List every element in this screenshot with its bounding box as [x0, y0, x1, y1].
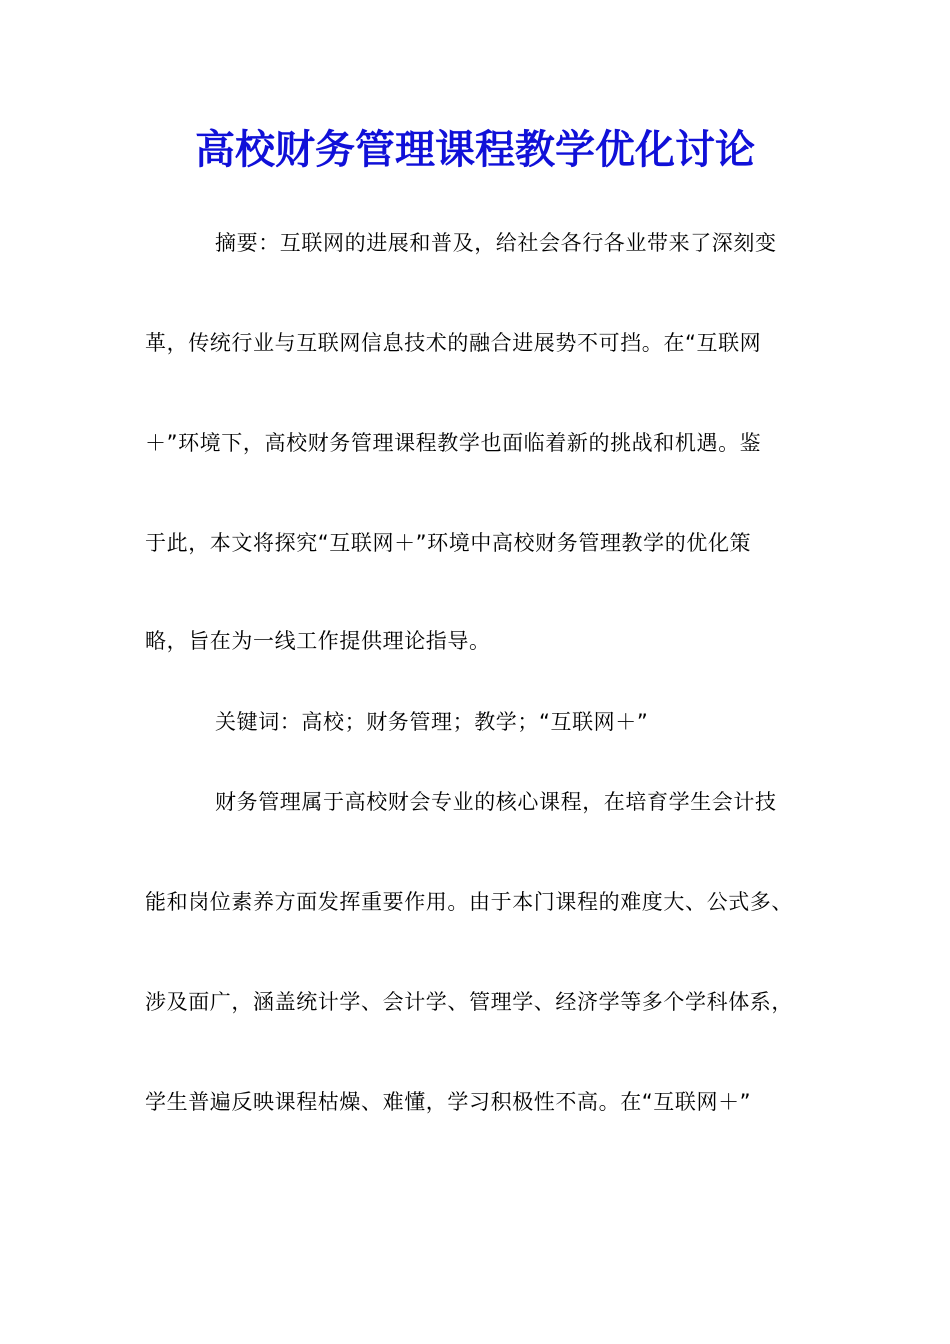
body-paragraph-line: 能和岗位素养方面发挥重要作用。由于本门课程的难度大、公式多、	[145, 890, 793, 914]
abstract-line: ＋”环境下，高校财务管理课程教学也面临着新的挑战和机遇。鉴	[145, 431, 762, 455]
body-paragraph-line: 财务管理属于高校财会专业的核心课程，在培育学生会计技	[215, 790, 777, 814]
document-title: 高校财务管理课程教学优化讨论	[195, 126, 755, 173]
body-paragraph-line: 涉及面广，涵盖统计学、会计学、管理学、经济学等多个学科体系，	[145, 990, 793, 1014]
abstract-line: 略，旨在为一线工作提供理论指导。	[145, 629, 491, 653]
abstract-line: 于此，本文将探究“互联网＋”环境中高校财务管理教学的优化策	[145, 531, 752, 555]
keywords-line: 关键词：高校；财务管理；教学；“互联网＋”	[215, 710, 649, 734]
abstract-line: 革，传统行业与互联网信息技术的融合进展势不可挡。在“互联网	[145, 331, 762, 355]
body-paragraph-line: 学生普遍反映课程枯燥、难懂，学习积极性不高。在“互联网＋”	[145, 1090, 752, 1114]
abstract-line: 摘要：互联网的进展和普及，给社会各行各业带来了深刻变	[215, 231, 777, 255]
